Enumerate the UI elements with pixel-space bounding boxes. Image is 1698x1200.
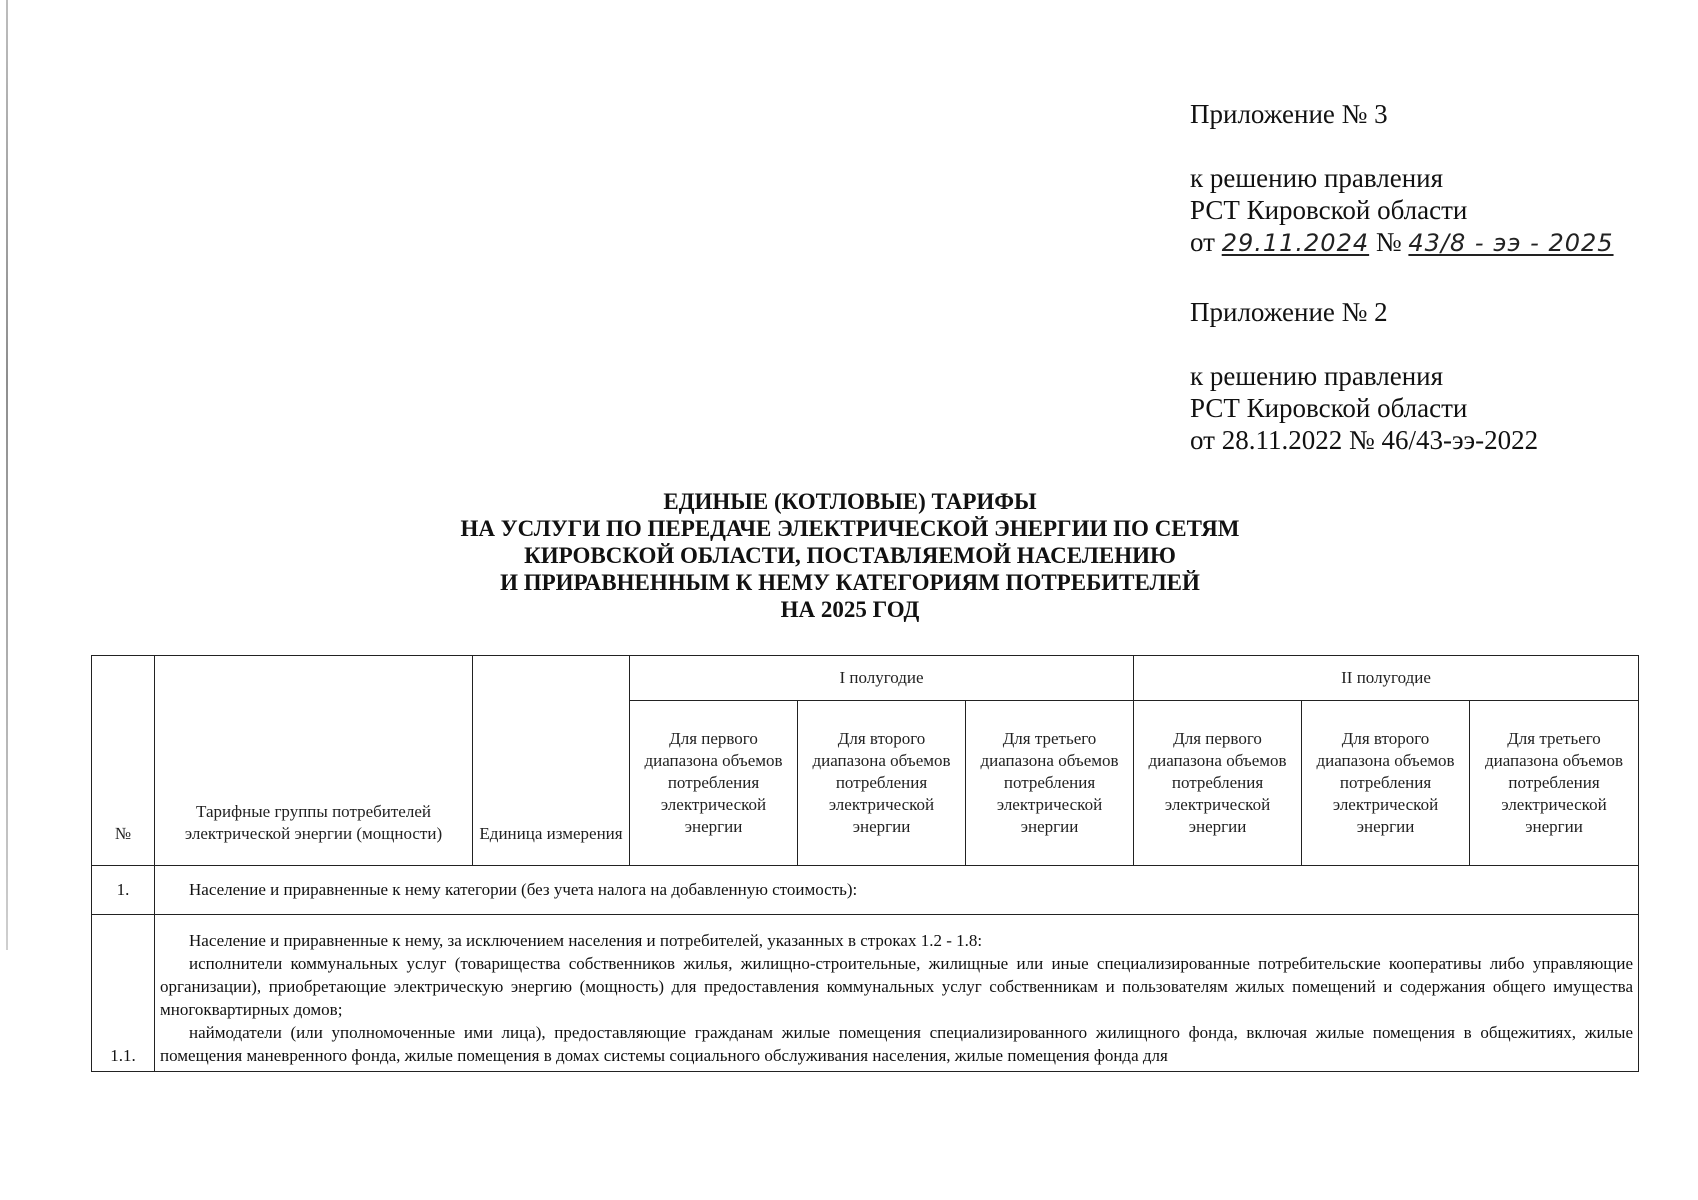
title-line: И ПРИРАВНЕННЫМ К НЕМУ КАТЕГОРИЯМ ПОТРЕБИТЕЛЕЙ (500, 570, 1200, 595)
appendix-3-title: Приложение № 3 (1190, 99, 1388, 129)
row-number: 1.1. (92, 915, 155, 1072)
col-header-half-2: II полугодие (1134, 656, 1639, 701)
handwritten-number: 43/8 - ээ - 2025 (1408, 229, 1614, 257)
col-header-number: № (92, 656, 155, 866)
header-row-top (92, 656, 1639, 701)
appendix-2-title: Приложение № 2 (1190, 297, 1388, 327)
appendix-3-line1: к решению правления (1190, 163, 1444, 193)
row-number: 1. (92, 866, 155, 915)
appendix-2-line2: РСТ Кировской области (1190, 393, 1468, 423)
tariff-table (91, 655, 1639, 1072)
title-line: НА 2025 ГОД (780, 597, 920, 622)
row-paragraph: наймодатели (или уполномоченные ими лица), предоставляющие гражданам жилые помещения специализированного жилищного фонда, включая жилые помещения в общежитиях, жилые помещения маневренного фонда, жилые помещения в домах системы социального обслуживания населения, жилые помещения фонда для (160, 1023, 1634, 1065)
handwritten-date: 29.11.2024 (1221, 229, 1370, 257)
scan-edge (6, 0, 8, 950)
col-header-h2-range-2: Для второго диапазона объемов потребления электрической энергии (1302, 701, 1470, 866)
col-header-h2-range-1: Для первого диапазона объемов потребления электрической энергии (1134, 701, 1302, 866)
col-header-h1-range-3: Для третьего диапазона объемов потребления электрической энергии (966, 701, 1134, 866)
appendix-3-decision-line (1190, 226, 1614, 259)
appendix-3-header (1190, 98, 1614, 259)
title-line: ЕДИНЫЕ (КОТЛОВЫЕ) ТАРИФЫ (663, 489, 1037, 514)
row-paragraph: Население и приравненные к нему, за исключением населения и потребителей, указанных в строках 1.2 - 1.8: (189, 931, 983, 950)
number-prefix: № (1375, 227, 1402, 257)
row-description: Население и приравненные к нему категории (без учета налога на добавленную стоимость): (155, 866, 1639, 915)
table-row (92, 866, 1639, 915)
document-title (380, 488, 1320, 623)
col-header-h1-range-2: Для второго диапазона объемов потребления электрической энергии (798, 701, 966, 866)
title-line: НА УСЛУГИ ПО ПЕРЕДАЧЕ ЭЛЕКТРИЧЕСКОЙ ЭНЕРГИИ ПО СЕТЯМ (460, 516, 1240, 541)
table-row (92, 915, 1639, 1072)
row-paragraph: исполнители коммунальных услуг (товарищества собственников жилья, жилищно-строительные, жилищные или иные специализированные потребительские кооперативы либо управляющие организации), приобретающие электрическую энергию (мощность) для предоставления коммунальных услуг собственникам и пользователям жилых помещений и содержания общего имущества многоквартирных домов; (160, 954, 1634, 1019)
row-description (155, 915, 1639, 1072)
col-header-half-1: I полугодие (630, 656, 1134, 701)
appendix-2-line1: к решению правления (1190, 361, 1444, 391)
appendix-2-header (1190, 296, 1538, 456)
col-header-unit: Единица измерения (473, 656, 630, 866)
col-header-h2-range-3: Для третьего диапазона объемов потребления электрической энергии (1470, 701, 1639, 866)
title-line: КИРОВСКОЙ ОБЛАСТИ, ПОСТАВЛЯЕМОЙ НАСЕЛЕНИЮ (524, 543, 1176, 568)
appendix-2-line3: от 28.11.2022 № 46/43-ээ-2022 (1190, 425, 1539, 455)
col-header-tariff-group: Тарифные группы потребителей электрической энергии (мощности) (155, 656, 473, 866)
appendix-3-line2: РСТ Кировской области (1190, 195, 1468, 225)
from-prefix: от (1190, 227, 1215, 257)
col-header-h1-range-1: Для первого диапазона объемов потребления электрической энергии (630, 701, 798, 866)
